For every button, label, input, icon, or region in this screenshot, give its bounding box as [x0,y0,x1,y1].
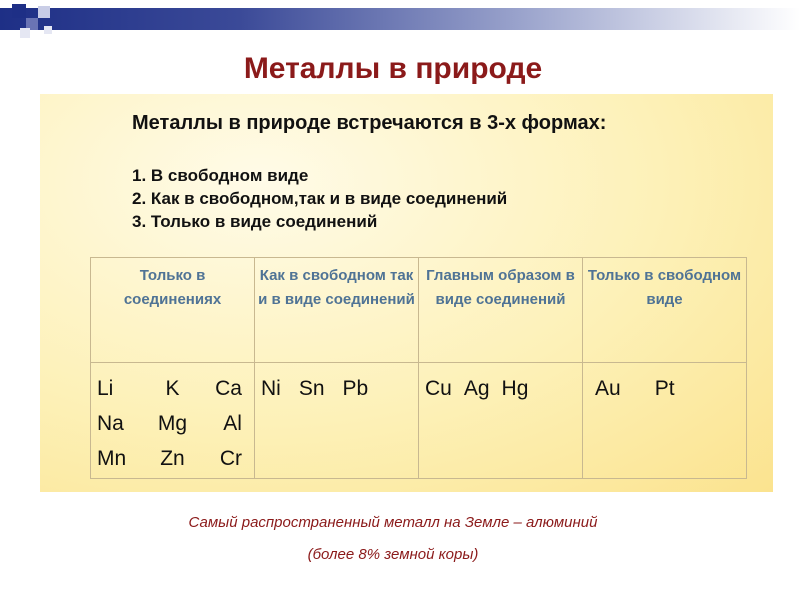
element-symbol: Pb [342,377,369,400]
header-both-forms: Как в свободном так и в виде соединений [255,258,419,363]
decor-square [12,4,26,18]
element-symbol: Mg [157,412,188,435]
intro-text: Металлы в природе встречаются в 3-х формах: [132,112,607,134]
top-decor-bar [0,8,800,30]
decor-square [20,28,30,38]
element-symbol: Sn [298,377,325,400]
cell-compounds-only [91,363,255,479]
element-symbol: Al [223,412,242,435]
form-item: 1. В свободном виде [132,166,309,185]
footnote-line: Самый распространенный металл на Земле – алюминий [188,514,598,531]
table-row [91,363,747,479]
element-symbol: Ag [463,377,490,400]
metals-table [90,257,747,479]
element-symbol: Cu [425,377,452,400]
cell-both-forms [255,363,419,479]
element-symbol: Hg [501,377,529,400]
element-symbol: Cr [219,447,242,470]
element-symbol: Ca [215,377,242,400]
element-symbol: Na [97,412,124,435]
header-compounds-only: Только в соединениях [91,258,255,363]
table-header-row [91,258,747,363]
form-item: 3. Только в виде соединений [132,212,378,231]
cell-free-only [583,363,747,479]
header-mostly-compounds: Главным образом в виде соединений [419,258,583,363]
cell-mostly-compounds [419,363,583,479]
decor-square [44,26,52,34]
element-symbol: K [165,377,180,400]
element-symbol: Au [595,377,621,400]
forms-list [132,164,762,233]
content-panel [40,94,773,492]
footnote-line: (более 8% земной коры) [307,546,479,563]
header-free-only: Только в свободном виде [583,258,747,363]
form-item: 2. Как в свободном,так и в виде соединений [132,189,508,208]
element-symbol: Ni [261,377,281,400]
element-symbol: Li [97,377,114,400]
element-symbol: Pt [654,377,675,400]
element-symbol: Mn [97,447,127,470]
decor-square [38,6,50,18]
element-symbol: Zn [160,447,185,470]
slide-title: Металлы в природе [243,52,543,85]
